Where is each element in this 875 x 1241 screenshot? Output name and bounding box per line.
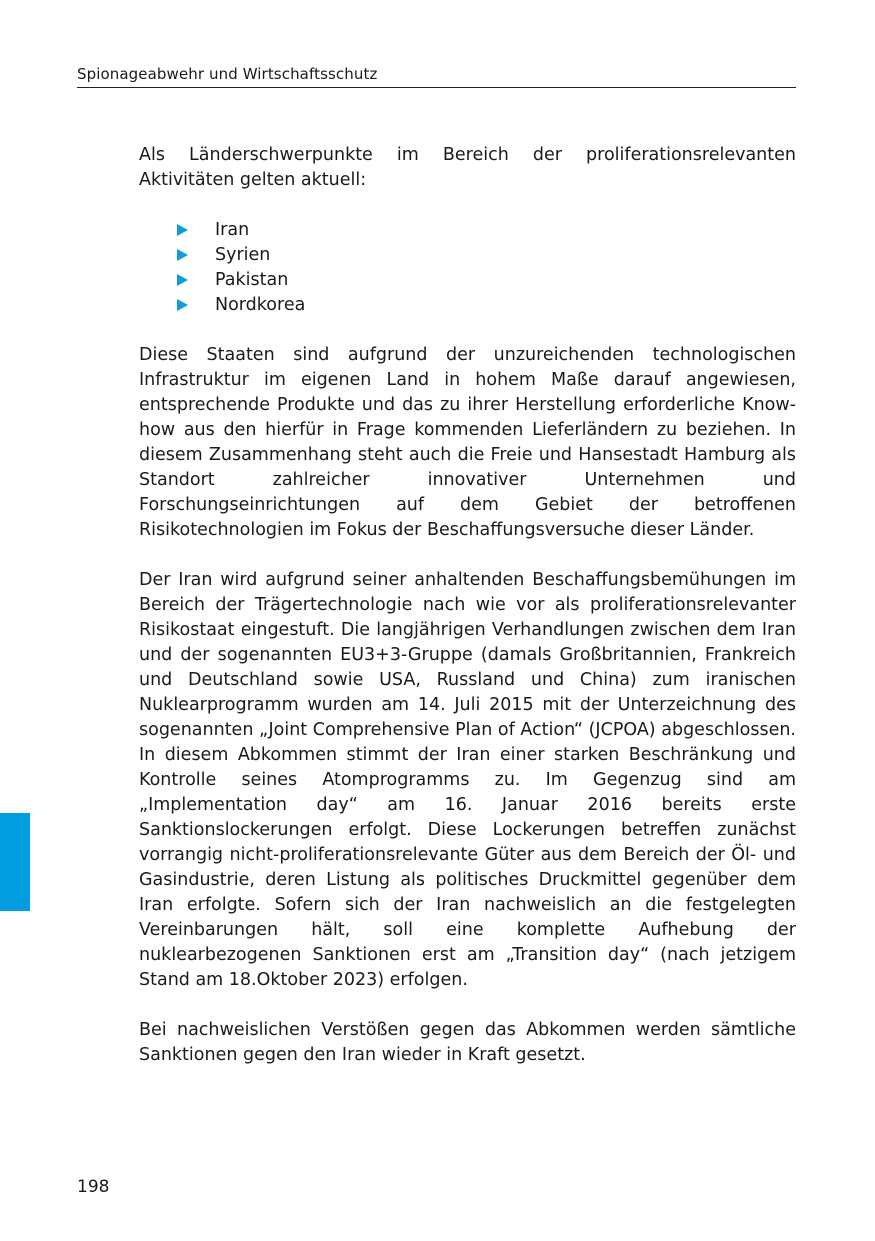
list-item [177,243,796,268]
intro-paragraph: Als Länderschwerpunkte im Bereich der proliferationsrelevanten Aktivitäten gelten aktuell: [139,145,796,190]
page-body [139,143,796,1068]
chapter-thumb-tab [0,813,30,911]
country-label: Pakistan [215,270,289,290]
triangle-bullet-icon [177,249,188,261]
list-item [177,268,796,293]
list-item [177,293,796,318]
triangle-bullet-icon [177,274,188,286]
paragraph-procurement: Diese Staaten sind aufgrund der unzureichenden technologischen Infrastruktur im eigenen Land in hohem Maße darauf angewiesen, entsprechende Produkte und das zu ihrer Herstellung erforderliche Know-how aus den hierfür in Frage kommenden Lieferländern zu beziehen. In diesem Zusammenhang steht auch die Freie und Hansestadt Hamburg als Standort zahlreicher innovativer Unternehmen und Forschungseinrichtungen auf dem Gebiet der betroffenen Risikotechnologien im Fokus der Beschaffungsversuche dieser Länder. [139,345,796,540]
running-title: Spionageabwehr und Wirtschaftsschutz [77,65,378,83]
paragraph-iran-jcpoa: Der Iran wird aufgrund seiner anhaltenden Beschaffungsbemühungen im Bereich der Trägertechnologie nach wie vor als proliferationsrelevanter Risikostaat eingestuft. Die langjährigen Verhandlungen zwischen dem Iran und der sogenannten EU3+3-Gruppe (damals Großbritannien, Frankreich und Deutschland sowie USA, Russland und China) zum iranischen Nuklearprogramm wurden am 14. Juli 2015 mit der Unterzeichnung des sogenannten „Joint Comprehensive Plan of Action“ (JCPOA) abgeschlossen. In diesem Abkommen stimmt der Iran einer starken Beschränkung und Kontrolle seines Atomprogramms zu. Im Gegenzug sind am „Implementation day“ am 16. Januar 2016 bereits erste Sanktionslockerungen erfolgt. Diese Lockerungen betreffen zunächst vorrangig nicht-proliferationsrelevante Güter aus dem Bereich der Öl- und Gasindustrie, deren Listung als politisches Druckmittel gegenüber dem Iran erfolgte. Sofern sich der Iran nachweislich an die festgelegten Vereinbarungen hält, soll eine komplette Aufhebung der nuklearbezogenen Sanktionen erst am „Transition day“ (nach jetzigem Stand am 18.Oktober 2023) erfolgen. [139,570,796,990]
country-label: Syrien [215,245,271,265]
country-list [139,218,796,318]
spacer [139,193,796,218]
page-number: 198 [77,1177,110,1197]
spacer [139,318,796,343]
triangle-bullet-icon [177,224,188,236]
country-label: Iran [215,220,250,240]
paragraph-sanctions: Bei nachweislichen Verstößen gegen das Abkommen werden sämtliche Sanktionen gegen den Iran wieder in Kraft gesetzt. [139,1020,796,1065]
spacer [139,543,796,568]
list-item [177,218,796,243]
spacer [139,993,796,1018]
running-header [77,64,796,88]
triangle-bullet-icon [177,299,188,311]
country-label: Nordkorea [215,295,306,315]
